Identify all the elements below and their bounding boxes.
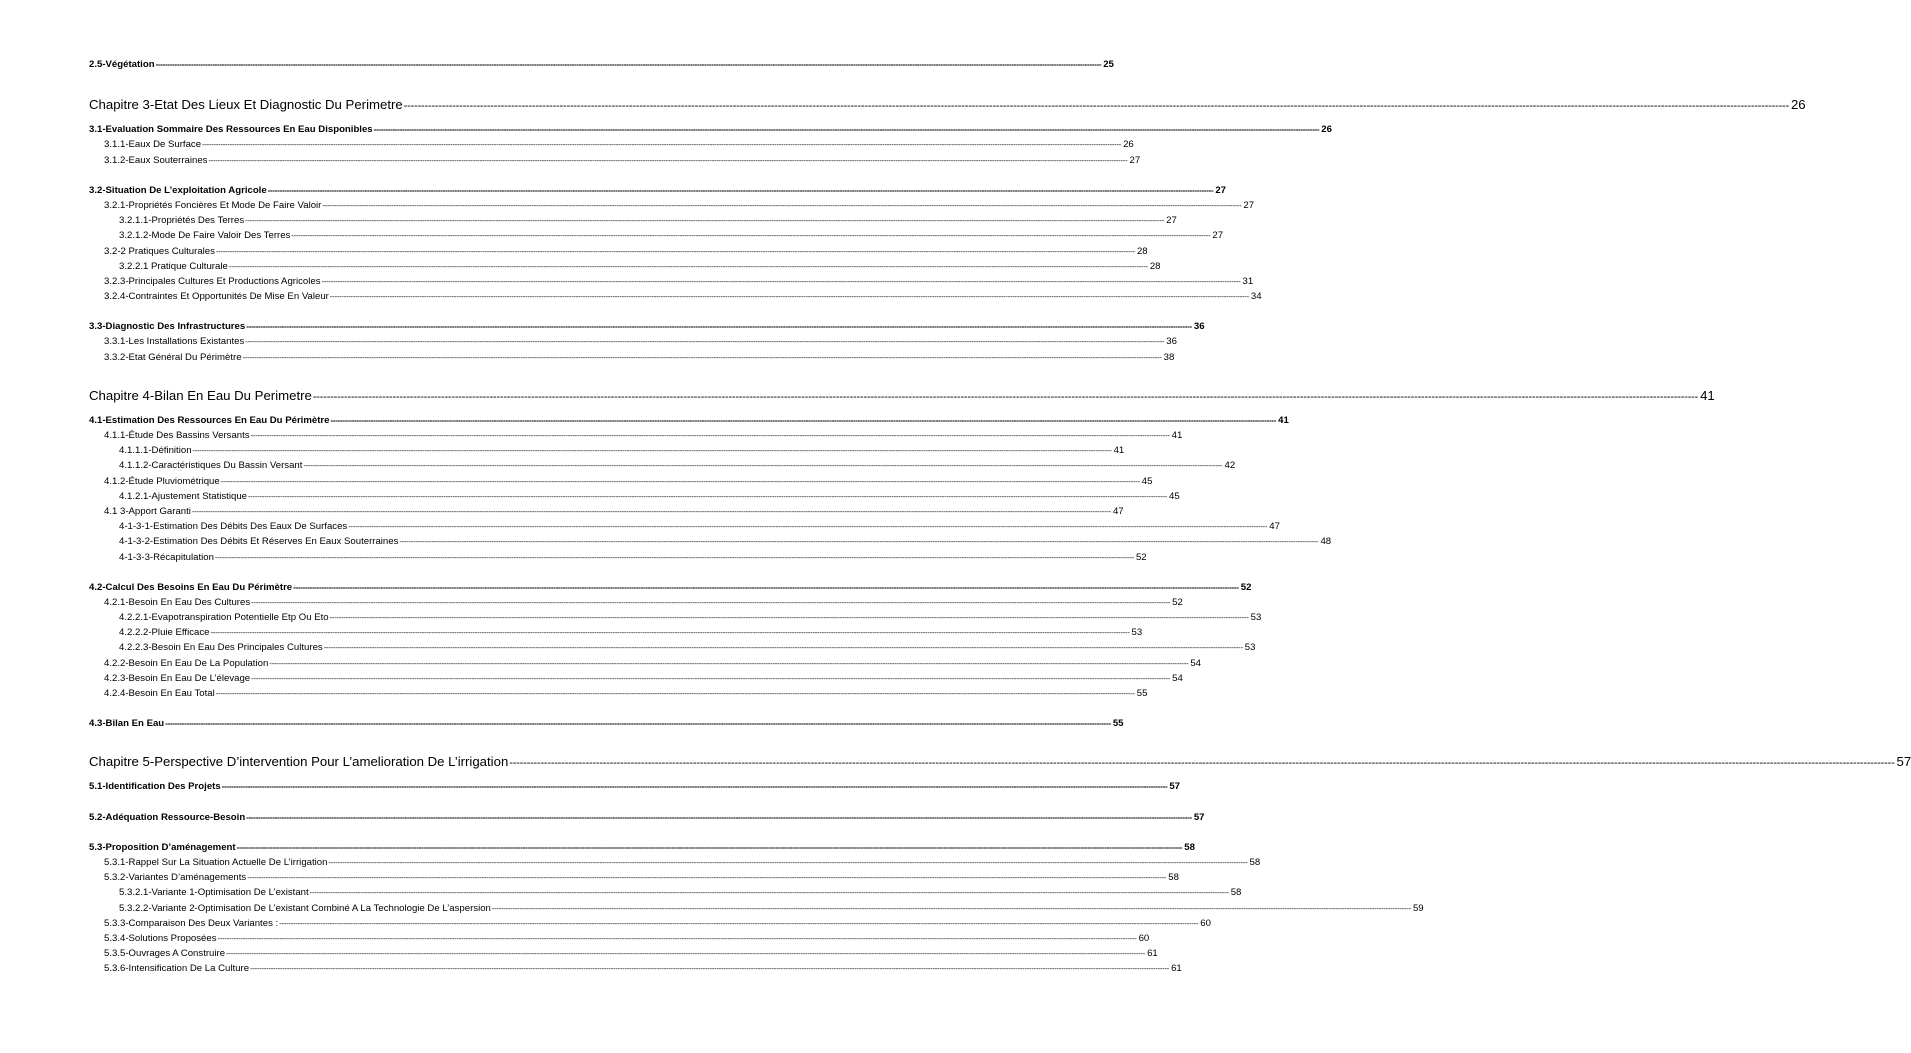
toc-page-number: 53 (1250, 612, 1262, 624)
toc-entry-title: 3.3.2-Etat Général Du Périmètre (104, 351, 242, 363)
toc-page-number: 27 (1215, 184, 1226, 196)
toc-leader-dashes: ---------------------------------------------------------------------------------------------------------------------------------------------------------------------------------------------------------------------------------------------------------------------------------------------------------------------------------------------------------------------------------------------------------------- (329, 292, 1249, 302)
toc-leader-dashes: ---------------------------------------------------------------------------------------------------------------------------------------------------------------------------------------------------------------------------------------------------------------------------------------------------------------------------------------------------------------------------------------------------------------- (217, 933, 1137, 943)
toc-page-number: 61 (1147, 948, 1158, 960)
toc-entry[interactable] (89, 244, 1148, 259)
toc-entry-title: 2.5-Végétation (89, 59, 155, 70)
toc-leader-dashes: ---------------------------------------------------------------------------------------------------------------------------------------------------------------------------------------------------------------------------------------------------------------------------------------------------------------------------------------------------------------------------------------------------------------- (247, 873, 1167, 883)
toc-leader-dashes: ---------------------------------------------------------------------------------------------------------------------------------------------------------------------------------------------------------------------------------------------------------------------------------------------------------------------------------------------------------------------------------------------------------------- (269, 658, 1189, 668)
toc-entry-title: 3.2.2.1 Pratique Culturale (119, 260, 228, 272)
toc-page-number: 57 (1896, 754, 1911, 770)
toc-leader-dashes: ---------------------------------------------------------------------------------------------------------------------------------------------------------------------------------------------------------------------------------------------------------------------------------------------------------------------------------------------------------------------------------------------------------------- (214, 552, 1134, 562)
toc-entry[interactable] (89, 319, 1205, 334)
toc-leader-dashes: ---------------------------------------------------------------------------------------------------------------------------------------------------------------------------------------------------------------------------------------------------------------------------------------------------------------------------------------------------------------------------------------------------------------- (491, 903, 1411, 913)
toc-entry[interactable] (89, 57, 1114, 72)
toc-entry-title: 3.2.1-Propriétés Foncières Et Mode De Faire Valoir (104, 199, 322, 211)
toc-entry-title: 4.1.2-Étude Pluviométrique (104, 475, 220, 487)
toc-entry[interactable] (89, 198, 1255, 213)
toc-entry-title: 3.1-Evaluation Sommaire Des Ressources En Eau Disponibles (89, 124, 373, 136)
toc-leader-dashes: ---------------------------------------------------------------------------------------------------------------------------------------------------------------------------------------------------------------------------------------------------------------------------------------------------------------------------------------------------------------------------------------------------------------- (250, 964, 1170, 974)
toc-leader-dashes: ---------------------------------------------------------------------------------------------------------------------------------------------------------------------------------------------------------------------------------------------------------------------------------------------------------------------------------------------------------------------------------------------------------------- (303, 461, 1223, 471)
toc-entry[interactable] (89, 413, 1289, 428)
toc-leader-dashes: ---------------------------------------------------------------------------------------------------------------------------------------------------------------------------------------------------------------------------------------------------------------------------------------------------------------------------------------------------------------------------------------------------------------- (191, 506, 1111, 516)
toc-entry[interactable] (89, 213, 1177, 228)
toc-entry[interactable] (89, 350, 1175, 365)
toc-leader-dashes: ---------------------------------------------------------------------------------------------------------------------------------------------------------------------------------------------------------------------------------------------------------------------------------------------------------------------------------------------------------------------------------------------------------------- (373, 125, 1320, 135)
toc-leader-dashes: ---------------------------------------------------------------------------------------------------------------------------------------------------------------------------------------------------------------------------------------------------------------------------------------------------------------------------------------------------------------------------------------------------------------- (322, 200, 1242, 210)
toc-leader-dashes: ---------------------------------------------------------------------------------------------------------------------------------------------------------------------------------------------------------------------------------------------------------------------------------------------------------------------------------------------------------------------------------------------------------------- (220, 476, 1140, 486)
toc-entry-title: 3.2.1.2-Mode De Faire Valoir Des Terres (119, 230, 291, 242)
toc-page-number: 38 (1163, 351, 1175, 363)
toc-leader-dashes: ---------------------------------------------------------------------------------------------------------------------------------------------------------------------------------------------------------------------------------------------------------------------------------------------------------------------------------------------------------------------------------------------------------------- (155, 60, 1102, 69)
toc-entry-title: 4.1.1.2-Caractéristiques Du Bassin Versant (119, 460, 303, 472)
toc-page-number: 41 (1278, 414, 1289, 426)
toc-page-number: 27 (1212, 230, 1224, 242)
toc-leader-dashes: ---------------------------------------------------------------------------------------------------------------------------------------------------------------------------------------------------------------------------------------------------------------------------------------------------------------------------------------------------------------------------------------------------------------- (330, 415, 1277, 425)
toc-entry[interactable] (89, 946, 1158, 961)
toc-page-number: 57 (1193, 811, 1205, 823)
toc-entry-title: 3.2.1.1-Propriétés Des Terres (119, 215, 245, 227)
toc-entry[interactable] (89, 458, 1236, 473)
toc-entry[interactable] (89, 671, 1183, 686)
toc-leader-dashes: ---------------------------------------------------------------------------------------------------------------------------------------------------------------------------------------------------------------------------------------------------------------------------------------------------------------------------------------------------------------------------------------------------------------- (309, 888, 1229, 898)
toc-page-number: 42 (1224, 460, 1236, 472)
toc-page-number: 26 (1321, 124, 1332, 136)
toc-page-number: 41 (1171, 430, 1183, 441)
toc-entry-title: 4-1-3-3-Récapitulation (119, 551, 214, 563)
toc-entry[interactable] (89, 504, 1124, 519)
toc-page-number: 41 (1700, 387, 1715, 403)
toc-leader-dashes: ---------------------------------------------------------------------------------------------------------------------------------------------------------------------------------------------------------------------------------------------------------------------------------------------------------------------------------------------------------------------------------------------------------------- (208, 155, 1128, 165)
toc-entry-title: 3.2.4-Contraintes Et Opportunités De Mise En Valeur (104, 291, 329, 303)
toc-entry[interactable] (89, 489, 1180, 504)
toc-chapter-entry[interactable] (89, 751, 1911, 773)
toc-page-number: 31 (1242, 275, 1254, 287)
toc-page-number: 53 (1131, 627, 1143, 639)
toc-page-number: 57 (1169, 781, 1180, 793)
toc-page-number: 27 (1166, 215, 1177, 227)
toc-leader-dashes: ---------------------------------------------------------------------------------------------------------------------------------------------------------------------------------------------------------------------------------------------------------------------------------------------------------------------------------------------------------------------------------------------------------------- (192, 446, 1112, 456)
toc-entry-title: 5.3.3-Comparaison Des Deux Variantes : (104, 917, 279, 929)
toc-entry[interactable] (89, 474, 1153, 489)
toc-leader-dashes: ---------------------------------------------------------------------------------------------------------------------------------------------------------------------------------------------------------------------------------------------------------------------------------------------------------------------------------------------------------------------------------------------------------------- (321, 276, 1241, 286)
toc-entry-title: 4.3-Bilan En Eau (89, 718, 165, 730)
toc-entry[interactable] (89, 274, 1254, 289)
toc-entry-title: Chapitre 3-Etat Des Lieux Et Diagnostic Du Perimetre (89, 97, 403, 113)
toc-entry-title: 3.1.1-Eaux De Surface (104, 139, 202, 151)
toc-entry-title: 5.3.4-Solutions Proposées (104, 932, 217, 944)
toc-entry[interactable] (89, 519, 1280, 534)
toc-page-number: 34 (1250, 291, 1262, 303)
toc-page-number: 55 (1112, 718, 1124, 730)
toc-entry-title: 3.1.2-Eaux Souterraines (104, 154, 208, 166)
toc-page-number: 54 (1172, 672, 1183, 684)
toc-entry[interactable] (89, 840, 1195, 855)
toc-entry-title: 4.2.3-Besoin En Eau De L’élevage (104, 672, 251, 684)
toc-entry[interactable] (89, 137, 1134, 152)
toc-leader-dashes: ---------------------------------------------------------------------------------------------------------------------------------------------------------------------------------------------------------------------------------------------------------------------------------------------------------------------------------------------------------------------------------------------------------------- (210, 628, 1130, 638)
toc-chapter-entry[interactable] (89, 94, 1806, 116)
toc-leader-dashes: ---------------------------------------------------------------------------------------------------------------------------------------------------------------------------------------------------------------------------------------------------------------------------------------------------------------------------------------------------------------------------------------------------------------- (245, 216, 1165, 226)
toc-entry-title: 4.2-Calcul Des Besoins En Eau Du Périmètre (89, 581, 293, 593)
toc-entry[interactable] (89, 810, 1205, 825)
toc-page-number: 58 (1230, 887, 1242, 899)
toc-leader-dashes: ---------------------------------------------------------------------------------------------------------------------------------------------------------------------------------------------------------------------------------------------------------------------------------------------------------------------------------------------------------------------------------------------------------------- (267, 185, 1214, 195)
toc-leader-dashes: ---------------------------------------------------------------------------------------------------------------------------------------------------------------------------------------------------------------------------------------------------------------------------------------------------------------------------------------------------------------------------------------------------------------- (403, 100, 1789, 113)
toc-entry[interactable] (89, 228, 1224, 243)
toc-leader-dashes: ---------------------------------------------------------------------------------------------------------------------------------------------------------------------------------------------------------------------------------------------------------------------------------------------------------------------------------------------------------------------------------------------------------------- (165, 719, 1111, 729)
toc-page-number: 61 (1171, 963, 1182, 975)
toc-entry-title: 4.1.1.1-Définition (119, 445, 192, 457)
toc-leader-dashes: ---------------------------------------------------------------------------------------------------------------------------------------------------------------------------------------------------------------------------------------------------------------------------------------------------------------------------------------------------------------------------------------------------------------- (246, 812, 1192, 822)
toc-entry[interactable] (89, 122, 1332, 137)
toc-leader-dashes: ---------------------------------------------------------------------------------------------------------------------------------------------------------------------------------------------------------------------------------------------------------------------------------------------------------------------------------------------------------------------------------------------------------------- (348, 522, 1268, 532)
toc-entry[interactable] (89, 289, 1262, 304)
toc-entry-title: 5.2-Adéquation Ressource-Besoin (89, 811, 246, 823)
toc-leader-dashes: ---------------------------------------------------------------------------------------------------------------------------------------------------------------------------------------------------------------------------------------------------------------------------------------------------------------------------------------------------------------------------------------------------------------- (293, 582, 1239, 592)
toc-entry-title: 4.2.2.3-Besoin En Eau Des Principales Cultures (119, 642, 323, 654)
toc-entry-title: 4.2.2-Besoin En Eau De La Population (104, 657, 269, 669)
toc-page-number: 27 (1129, 154, 1141, 166)
toc-page-number: 52 (1172, 596, 1183, 608)
toc-entry-title: 4.2.1-Besoin En Eau Des Cultures (104, 596, 251, 608)
toc-entry-title: Chapitre 5-Perspective D’intervention Pour L’amelioration De L’irrigation (89, 754, 509, 770)
toc-page-number: 58 (1168, 872, 1179, 884)
toc-entry[interactable] (89, 259, 1161, 274)
toc-entry[interactable] (89, 640, 1256, 655)
toc-page-number: 54 (1190, 657, 1201, 669)
toc-entry[interactable] (89, 610, 1262, 625)
toc-entry[interactable] (89, 443, 1125, 458)
toc-entry-title: 5.3.6-Intensification De La Culture (104, 963, 250, 975)
toc-leader-dashes: ---------------------------------------------------------------------------------------------------------------------------------------------------------------------------------------------------------------------------------------------------------------------------------------------------------------------------------------------------------------------------------------------------------------- (509, 757, 1895, 770)
toc-page-number: 27 (1243, 199, 1255, 211)
toc-leader-dashes: ---------------------------------------------------------------------------------------------------------------------------------------------------------------------------------------------------------------------------------------------------------------------------------------------------------------------------------------------------------------------------------------------------------------- (248, 491, 1168, 501)
toc-leader-dashes: ---------------------------------------------------------------------------------------------------------------------------------------------------------------------------------------------------------------------------------------------------------------------------------------------------------------------------------------------------------------------------------------------------------------- (228, 261, 1148, 271)
toc-leader-dashes: ---------------------------------------------------------------------------------------------------------------------------------------------------------------------------------------------------------------------------------------------------------------------------------------------------------------------------------------------------------------------------------------------------------------- (245, 337, 1165, 347)
toc-entry[interactable] (89, 183, 1226, 198)
toc-entry[interactable] (89, 916, 1211, 931)
toc-entry[interactable] (89, 534, 1332, 549)
toc-entry[interactable] (89, 153, 1141, 168)
toc-page-number: 60 (1200, 917, 1211, 929)
toc-leader-dashes: ---------------------------------------------------------------------------------------------------------------------------------------------------------------------------------------------------------------------------------------------------------------------------------------------------------------------------------------------------------------------------------------------------------------- (226, 949, 1146, 959)
toc-entry[interactable] (89, 870, 1179, 885)
toc-entry-title: 3.2-2 Pratiques Culturales (104, 245, 215, 257)
toc-entry[interactable] (89, 550, 1147, 565)
toc-page-number: 58 (1249, 856, 1261, 868)
toc-page-number: 58 (1184, 841, 1195, 853)
toc-entry-title: 5.3-Proposition D’aménagement (89, 841, 236, 853)
toc-entry[interactable] (89, 686, 1148, 701)
toc-page-number: 28 (1136, 245, 1148, 257)
toc-page-number: 45 (1141, 475, 1153, 487)
toc-entry[interactable] (89, 931, 1150, 946)
toc-leader-dashes: ---------------------------------------------------------------------------------------------------------------------------------------------------------------------------------------------------------------------------------------------------------------------------------------------------------------------------------------------------------------------------------------------------------------- (202, 140, 1122, 150)
toc-entry-title: 5.3.1-Rappel Sur La Situation Actuelle De L’irrigation (104, 856, 328, 868)
toc-entry[interactable] (89, 334, 1177, 349)
toc-entry-title: 3.2.3-Principales Cultures Et Productions Agricoles (104, 275, 321, 287)
toc-page-number: 26 (1123, 139, 1134, 151)
toc-leader-dashes: ---------------------------------------------------------------------------------------------------------------------------------------------------------------------------------------------------------------------------------------------------------------------------------------------------------------------------------------------------------------------------------------------------------------- (291, 231, 1211, 241)
toc-entry-title: Chapitre 4-Bilan En Eau Du Perimetre (89, 387, 312, 403)
toc-entry[interactable] (89, 656, 1201, 671)
toc-page-number: 47 (1112, 505, 1124, 517)
toc-leader-dashes: ---------------------------------------------------------------------------------------------------------------------------------------------------------------------------------------------------------------------------------------------------------------------------------------------------------------------------------------------------------------------------------------------------------------- (246, 322, 1192, 332)
toc-entry-title: 5.1-Identification Des Projets (89, 781, 221, 793)
toc-entry-title: 5.3.2-Variantes D’aménagements (104, 872, 247, 884)
toc-entry[interactable] (89, 428, 1183, 443)
toc-page-number: 55 (1136, 688, 1148, 699)
toc-page-number: 45 (1169, 490, 1180, 502)
toc-entry-title: 4.1.2.1-Ajustement Statistique (119, 490, 247, 502)
toc-page-number: 28 (1149, 260, 1161, 272)
toc-entry[interactable] (89, 885, 1242, 900)
toc-page-number: 41 (1113, 445, 1125, 457)
toc-leader-dashes: ---------------------------------------------------------------------------------------------------------------------------------------------------------------------------------------------------------------------------------------------------------------------------------------------------------------------------------------------------------------------------------------------------------------- (215, 689, 1135, 698)
toc-entry-title: 4.1-Estimation Des Ressources En Eau Du Périmètre (89, 414, 330, 426)
toc-leader-dashes: ---------------------------------------------------------------------------------------------------------------------------------------------------------------------------------------------------------------------------------------------------------------------------------------------------------------------------------------------------------------------------------------------------------------- (323, 643, 1243, 653)
toc-entry-title: 5.3.2.1-Variante 1-Optimisation De L’existant (119, 887, 309, 899)
toc-entry-title: 3.3.1-Les Installations Existantes (104, 336, 245, 348)
toc-page-number: 36 (1193, 321, 1205, 333)
toc-leader-dashes: ---------------------------------------------------------------------------------------------------------------------------------------------------------------------------------------------------------------------------------------------------------------------------------------------------------------------------------------------------------------------------------------------------------------- (329, 613, 1249, 623)
toc-entry-title: 3.3-Diagnostic Des Infrastructures (89, 321, 246, 333)
toc-page-number: 26 (1790, 97, 1806, 113)
toc-page-number: 53 (1244, 642, 1256, 654)
toc-entry[interactable] (89, 716, 1124, 731)
toc-entry-title: 3.2-Situation De L’exploitation Agricole (89, 184, 267, 196)
toc-page-number: 25 (1103, 59, 1114, 70)
toc-leader-dashes: ---------------------------------------------------------------------------------------------------------------------------------------------------------------------------------------------------------------------------------------------------------------------------------------------------------------------------------------------------------------------------------------------------------------- (251, 597, 1171, 607)
toc-entry[interactable] (89, 595, 1183, 610)
toc-entry-title: 4.2.4-Besoin En Eau Total (104, 688, 215, 699)
toc-page-number: 59 (1412, 902, 1424, 914)
toc-leader-dashes: ---------------------------------------------------------------------------------------------------------------------------------------------------------------------------------------------------------------------------------------------------------------------------------------------------------------------------------------------------------------------------------------------------------------- (251, 673, 1171, 683)
toc-page-number: 52 (1240, 581, 1252, 593)
toc-entry-title: 4.1 3-Apport Garanti (104, 505, 191, 517)
toc-entry-title: 5.3.2.2-Variante 2-Optimisation De L’existant Combiné A La Technologie De L’aspersion (119, 902, 491, 914)
toc-page-number: 60 (1138, 932, 1150, 944)
toc-page-number: 47 (1269, 521, 1280, 533)
toc-page-number: 48 (1320, 536, 1332, 548)
toc-leader-dashes: ---------------------------------------------------------------------------------------------------------------------------------------------------------------------------------------------------------------------------------------------------------------------------------------------------------------------------------------------------------------------------------------------------------------- (312, 390, 1699, 403)
toc-page-number: 52 (1135, 551, 1147, 563)
toc-leader-dashes: ---------------------------------------------------------------------------------------------------------------------------------------------------------------------------------------------------------------------------------------------------------------------------------------------------------------------------------------------------------------------------------------------------------------- (279, 918, 1199, 928)
toc-leader-dashes: ---------------------------------------------------------------------------------------------------------------------------------------------------------------------------------------------------------------------------------------------------------------------------------------------------------------------------------------------------------------------------------------------------------------- (221, 782, 1168, 792)
toc-entry[interactable] (89, 961, 1182, 976)
toc-entry-title: 4.2.2.2-Pluie Efficace (119, 627, 210, 639)
toc-entry-title: 5.3.5-Ouvrages A Construire (104, 948, 226, 960)
toc-leader-dashes: ---------------------------------------------------------------------------------------------------------------------------------------------------------------------------------------------------------------------------------------------------------------------------------------------------------------------------------------------------------------------------------------------------------------- (328, 857, 1248, 867)
table-of-contents (89, 57, 1911, 976)
toc-entry-title: 4.1.1-Étude Des Bassins Versants (104, 430, 250, 441)
toc-entry[interactable] (89, 901, 1424, 916)
toc-entry[interactable] (89, 580, 1252, 595)
toc-page-number: 36 (1166, 336, 1177, 348)
toc-entry[interactable] (89, 625, 1143, 640)
toc-entry-title: 4-1-3-1-Estimation Des Débits Des Eaux De Surfaces (119, 521, 348, 533)
toc-chapter-entry[interactable] (89, 385, 1715, 407)
toc-leader-dashes: ---------------------------------------------------------------------------------------------------------------------------------------------------------------------------------------------------------------------------------------------------------------------------------------------------------------------------------------------------------------------------------------------------------------- (242, 352, 1162, 362)
toc-leader-dashes: ---------------------------------------------------------------------------------------------------------------------------------------------------------------------------------------------------------------------------------------------------------------------------------------------------------------------------------------------------------------------------------------------------------------- (215, 246, 1135, 256)
toc-entry[interactable] (89, 855, 1261, 870)
toc-leader-dashes: ---------------------------------------------------------------------------------------------------------------------------------------------------------------------------------------------------------------------------------------------------------------------------------------------------------------------------------------------------------------------------------------------------------------- (236, 842, 1183, 852)
toc-entry-title: 4.2.2.1-Evapotranspiration Potentielle Etp Ou Eto (119, 612, 329, 624)
toc-leader-dashes: ---------------------------------------------------------------------------------------------------------------------------------------------------------------------------------------------------------------------------------------------------------------------------------------------------------------------------------------------------------------------------------------------------------------- (250, 431, 1170, 440)
toc-entry[interactable] (89, 779, 1180, 794)
toc-entry-title: 4-1-3-2-Estimation Des Débits Et Réserves En Eaux Souterraines (119, 536, 399, 548)
toc-leader-dashes: ---------------------------------------------------------------------------------------------------------------------------------------------------------------------------------------------------------------------------------------------------------------------------------------------------------------------------------------------------------------------------------------------------------------- (399, 537, 1319, 547)
